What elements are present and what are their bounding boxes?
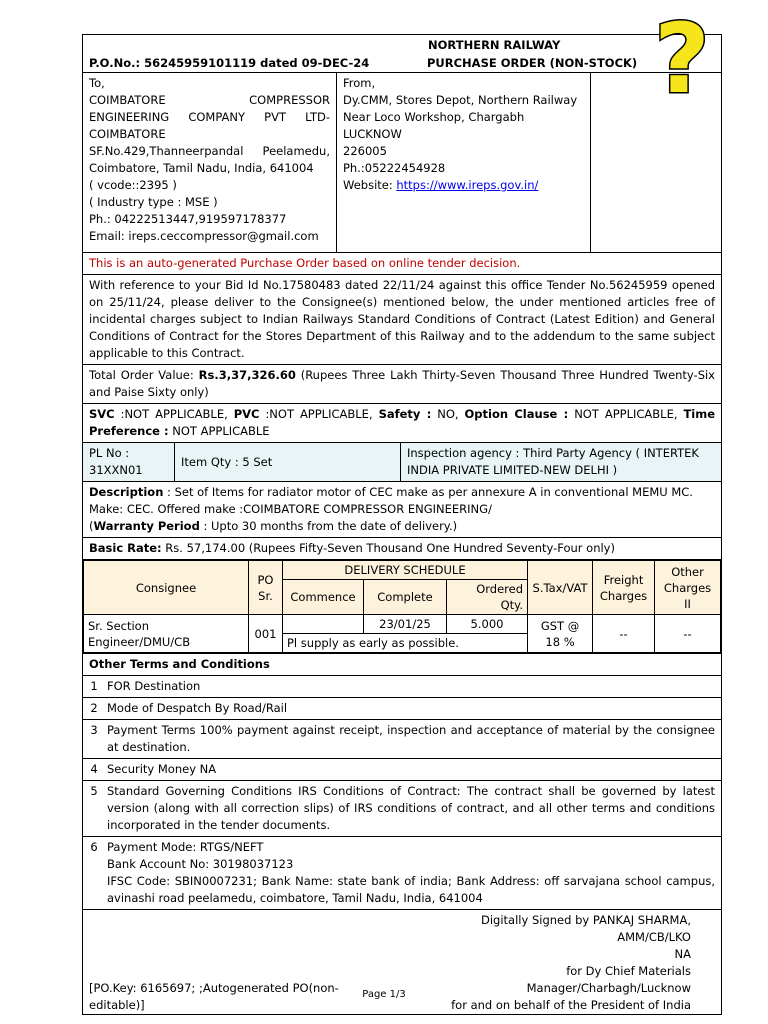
header-freight: Freight Charges — [593, 561, 655, 615]
po-number: P.O.No.: 56245959101119 dated 09-DEC-24 — [89, 56, 370, 70]
time-preference-value: NOT APPLICABLE — [168, 424, 270, 438]
delivery-note: Pl supply as early as possible. — [283, 634, 528, 653]
from-line-4: 226005 — [343, 144, 387, 158]
term-item — [82, 758, 722, 780]
consignee-name: Sr. Section Engineer/DMU/CB — [84, 615, 249, 653]
commence-value — [283, 615, 364, 634]
delivery-table-wrapper — [82, 559, 722, 653]
header-complete: Complete — [364, 580, 447, 615]
header-ordered-qty: Ordered Qty. — [447, 580, 528, 615]
svc-value: :NOT APPLICABLE, — [114, 407, 234, 421]
to-street: SF.No.429,Thanneerpandal Peelamedu, Coimbatore, Tamil Nadu, India, 641004 — [89, 144, 330, 175]
basic-rate-label: Basic Rate: — [89, 541, 162, 555]
to-address — [83, 73, 337, 252]
total-label: Total Order Value: — [89, 368, 199, 382]
header-po-sr: PO Sr. — [249, 561, 283, 615]
svc-label: SVC — [89, 407, 115, 421]
term-number: 1 — [90, 679, 98, 693]
term-item — [82, 719, 722, 758]
option-clause-label: Option Clause : — [464, 407, 569, 421]
from-line-1: Dy.CMM, Stores Depot, Northern Railway — [343, 93, 578, 107]
org-name: NORTHERN RAILWAY — [428, 38, 561, 52]
to-phone: Ph.: 04222513447,919597178377 — [89, 212, 287, 226]
signature-line: for Dy Chief Materials — [566, 964, 691, 978]
basic-rate-text: Rs. 57,174.00 (Rupees Fifty-Seven Thousand One Hundred Seventy-Four only) — [161, 541, 615, 555]
total-amount: Rs.3,37,326.60 — [198, 368, 296, 382]
to-email: Email: ireps.ceccompressor@gmail.com — [89, 229, 319, 243]
terms-heading: Other Terms and Conditions — [82, 653, 722, 675]
website-link[interactable]: https://www.ireps.gov.in/ — [396, 178, 539, 192]
question-mark-icon — [646, 14, 716, 104]
from-line-3: LUCKNOW — [343, 127, 402, 141]
from-line-2: Near Loco Workshop, Chargabh — [343, 110, 525, 124]
warranty-text: : Upto 30 months from the date of delivery.) — [199, 519, 458, 533]
ifsc-details: IFSC Code: SBIN0007231; Bank Name: state bank of india; Bank Address: off sarvajana school campus, avinashi road peelamedu, coimbatore, Tamil Nadu, India, 641004 — [107, 874, 715, 905]
freight-value: -- — [593, 615, 655, 653]
complete-value: 23/01/25 — [364, 615, 447, 634]
to-company: COIMBATORE COMPRESSOR ENGINEERING COMPANY PVT LTD-COIMBATORE — [89, 93, 330, 141]
description-label: Description — [89, 485, 164, 499]
total-order-value — [82, 364, 722, 403]
term-number: 6 — [90, 840, 98, 854]
question-mark-glyph: ? — [654, 14, 710, 104]
safety-value: NO, — [431, 407, 465, 421]
header-commence: Commence — [283, 580, 364, 615]
auto-generated-notice: This is an auto-generated Purchase Order based on online tender decision. — [82, 252, 722, 274]
signature-line: for and on behalf of the President of India — [451, 998, 691, 1012]
other-charges-value: -- — [655, 615, 721, 653]
header-delivery-schedule: DELIVERY SCHEDULE — [283, 561, 528, 580]
pl-number: PL No : 31XXN01 — [83, 443, 175, 481]
description-text: : Set of Items for radiator motor of CEC make as per annexure A in conventional MEMU MC. Make: CEC. Offered make :COIMBATORE COMPRESSOR ENGINEERING/ — [89, 485, 693, 516]
warranty-label: Warranty Period — [93, 519, 200, 533]
bank-account: Bank Account No: 30198037123 — [107, 857, 294, 871]
stax-value: GST @ 18 % — [528, 615, 593, 653]
ordered-qty-value: 5.000 — [447, 615, 528, 634]
to-industry: ( Industry type : MSE ) — [89, 195, 218, 209]
from-line-5: Ph.:05222454928 — [343, 161, 446, 175]
term-text: Standard Governing Conditions IRS Conditions of Contract: The contract shall be governed by latest version (along with all correction slips) of IRS conditions of contract, and all other terms and conditions incorporated in the tender documents. — [107, 784, 715, 832]
to-label: To, — [89, 76, 105, 90]
to-vcode: ( vcode::2395 ) — [89, 178, 177, 192]
term-number: 3 — [90, 723, 98, 737]
warranty-open-paren: ( — [89, 519, 94, 533]
header-stax: S.Tax/VAT — [528, 561, 593, 615]
term-item — [82, 697, 722, 719]
term-number: 5 — [90, 784, 98, 798]
payment-terms — [82, 836, 722, 909]
from-label: From, — [343, 76, 376, 90]
from-website — [343, 177, 584, 194]
signature-line: NA — [674, 947, 691, 961]
svc-pvc-section — [82, 403, 722, 442]
pl-row — [82, 442, 722, 481]
header-consignee: Consignee — [84, 561, 249, 615]
from-address — [337, 73, 591, 252]
po-key: [PO.Key: 6165697; ;Autogenerated PO(non-editable)] — [89, 981, 339, 1012]
term-item — [82, 780, 722, 836]
term-text: Payment Terms 100% payment against receipt, inspection and acceptance of material by the consignee at destination. — [107, 723, 715, 754]
delivery-table — [83, 560, 721, 653]
term-item — [82, 675, 722, 697]
po-sr-value: 001 — [249, 615, 283, 653]
signature-line: Digitally Signed by PANKAJ SHARMA, — [481, 913, 691, 927]
safety-label: Safety : — [378, 407, 432, 421]
description-block — [82, 481, 722, 537]
term-number: 2 — [90, 701, 98, 715]
address-section — [82, 72, 722, 252]
option-clause-value: NOT APPLICABLE, — [568, 407, 684, 421]
time-preference-label: Time Preference : — [89, 407, 716, 438]
total-words: (Rupees Three Lakh Thirty-Seven Thousand Three Hundred Twenty-Six and Paise Sixty only) — [89, 368, 715, 399]
purchase-order-document — [82, 34, 722, 1015]
header-other-charges: Other Charges II — [655, 561, 721, 615]
payment-mode: Payment Mode: RTGS/NEFT — [107, 840, 264, 854]
term-text: Security Money NA — [107, 762, 217, 776]
pvc-value: :NOT APPLICABLE, — [259, 407, 379, 421]
po-header — [82, 34, 722, 72]
page-number: Page 1/3 — [362, 989, 406, 1000]
reference-paragraph: With reference to your Bid Id No.17580483 dated 22/11/24 against this office Tender No.56245959 opened on 25/11/24, please deliver to the Consignee(s) mentioned below, the under mentioned articles free of incidental charges subject to Indian Railways Standard Conditions of Contract (Latest Edition) and General Conditions of Contract for the Stores Department of this Railway and to the addendum to the same subject applicable to this Contract. — [82, 274, 722, 364]
term-text: FOR Destination — [107, 679, 201, 693]
pvc-label: PVC — [233, 407, 260, 421]
po-type: PURCHASE ORDER (NON-STOCK) — [427, 56, 638, 70]
basic-rate — [82, 537, 722, 559]
signature-line: AMM/CB/LKO — [617, 930, 691, 944]
term-text: Mode of Despatch By Road/Rail — [107, 701, 288, 715]
signature-line: Manager/Charbagh/Lucknow — [526, 981, 691, 995]
term-number: 4 — [90, 762, 98, 776]
website-label: Website: — [343, 178, 397, 192]
item-quantity: Item Qty : 5 Set — [175, 443, 401, 481]
inspection-agency: Inspection agency : Third Party Agency ( INTERTEK INDIA PRIVATE LIMITED-NEW DELHI ) — [407, 446, 699, 477]
